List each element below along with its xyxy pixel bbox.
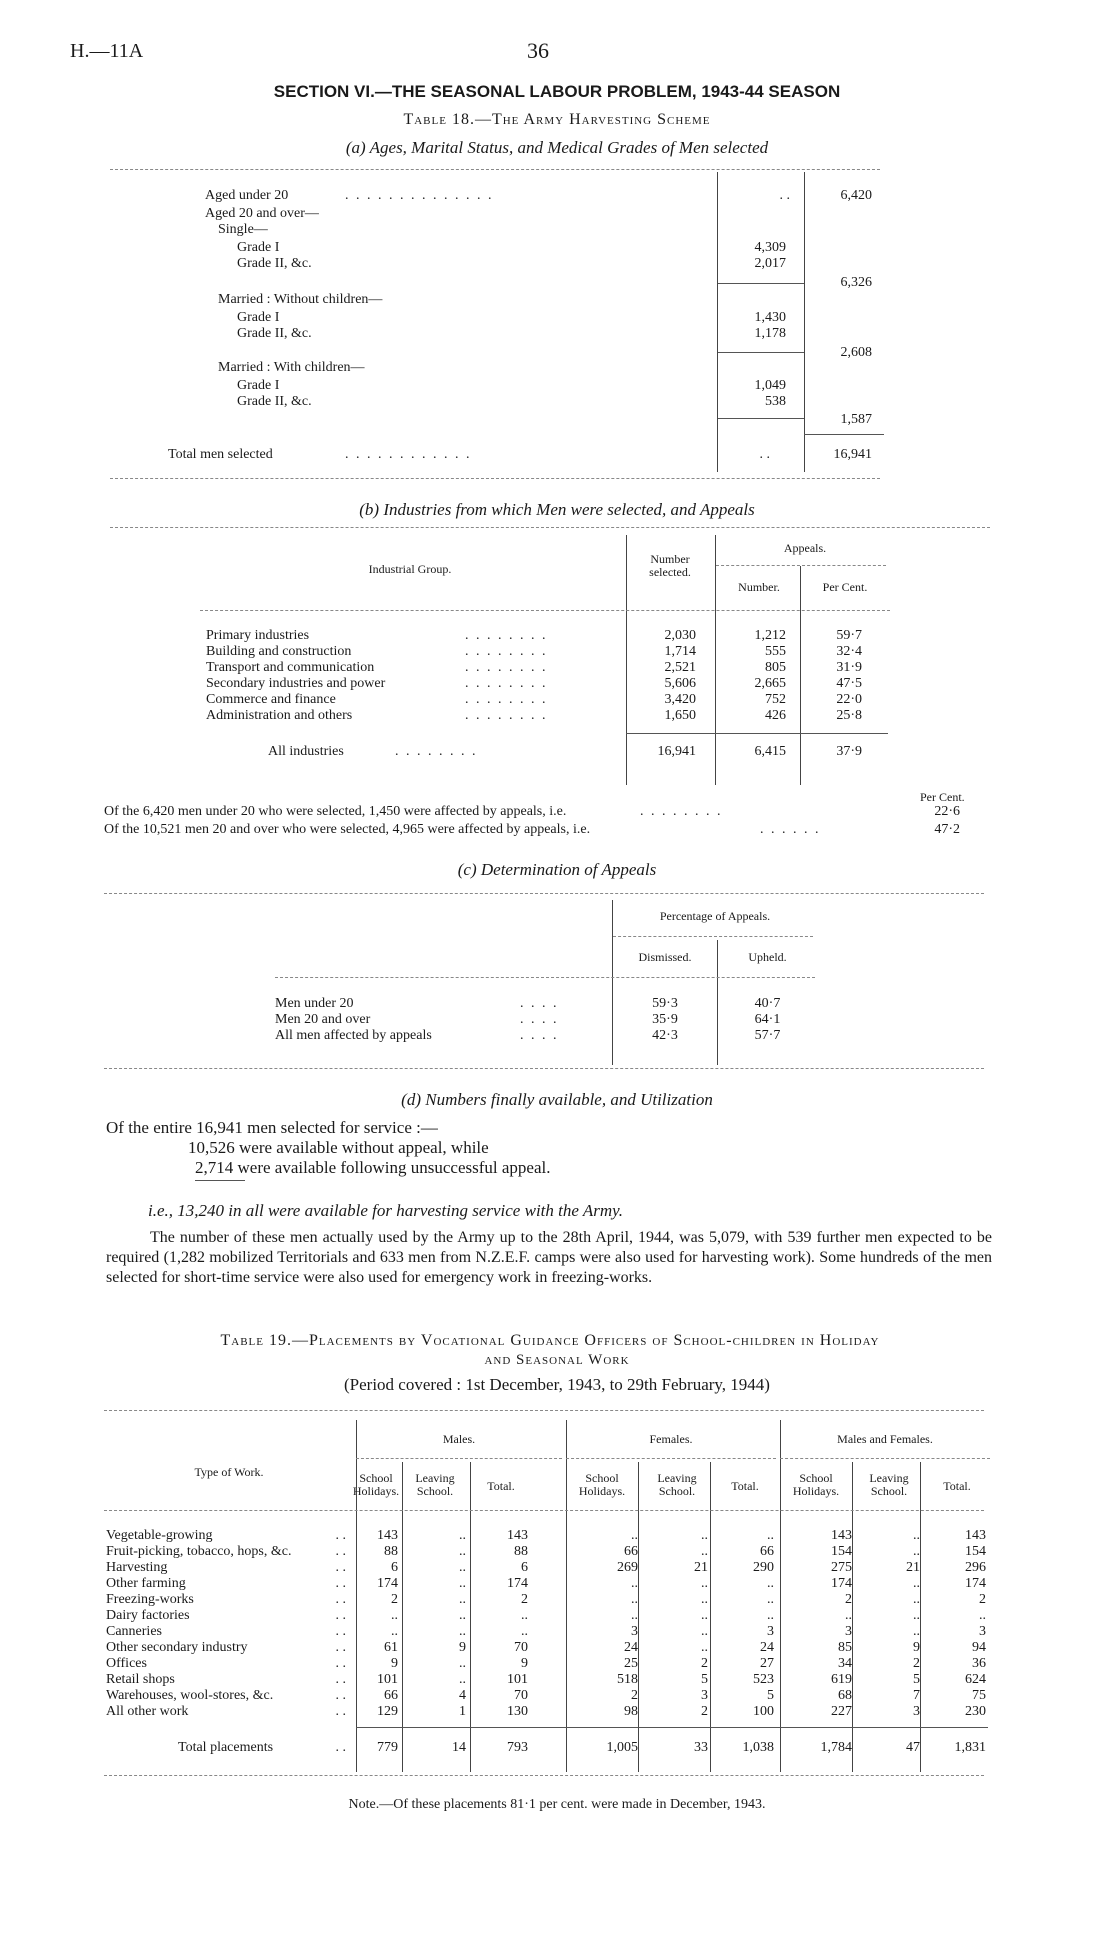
value-mwo-total: 2,608 bbox=[840, 345, 872, 360]
industry-appeals-number: 805 bbox=[765, 660, 786, 675]
col-group-0: Males. bbox=[442, 1432, 476, 1446]
placement-value: .. bbox=[701, 1576, 708, 1591]
appeals-dismissed: 42·3 bbox=[652, 1028, 678, 1043]
leader-dots: . . . . . . . . bbox=[465, 676, 548, 691]
placement-value: 518 bbox=[617, 1672, 638, 1687]
placement-value: 88 bbox=[514, 1544, 528, 1559]
col-total: Total. bbox=[731, 1479, 759, 1493]
leader-dots: . . bbox=[335, 1704, 346, 1719]
total-placement-value: 14 bbox=[452, 1740, 466, 1755]
placement-value: .. bbox=[767, 1608, 774, 1623]
placement-value: 275 bbox=[831, 1560, 852, 1575]
placement-value: 3 bbox=[701, 1688, 708, 1703]
total-men-label: Total men selected bbox=[168, 447, 273, 462]
rule bbox=[104, 1410, 984, 1411]
industry-selected: 1,650 bbox=[664, 708, 696, 723]
leader-dots: . . . . . . . . bbox=[465, 692, 548, 707]
placement-value: .. bbox=[979, 1608, 986, 1623]
rule bbox=[356, 1727, 988, 1728]
placement-value: 3 bbox=[979, 1624, 986, 1639]
industry-row-label: Transport and communication bbox=[206, 660, 375, 675]
appeals-dismissed: 59·3 bbox=[652, 996, 678, 1011]
column-rule bbox=[717, 172, 718, 472]
placement-value: 143 bbox=[507, 1528, 528, 1543]
total-selected: 16,941 bbox=[657, 744, 696, 759]
placement-value: .. bbox=[701, 1544, 708, 1559]
value-single-total: 6,326 bbox=[840, 275, 872, 290]
appeals-dismissed: 35·9 bbox=[652, 1012, 678, 1027]
col-total: Total. bbox=[943, 1479, 971, 1493]
industry-row-label: Commerce and finance bbox=[206, 692, 336, 707]
placement-value: 2 bbox=[701, 1656, 708, 1671]
total-placement-value: 1,784 bbox=[820, 1740, 852, 1755]
rule bbox=[716, 565, 886, 566]
col-appeals: Appeals. bbox=[783, 541, 827, 555]
leader-dots: . . . . . . . . bbox=[395, 744, 478, 759]
rule bbox=[613, 936, 813, 937]
aged-20-over-label: Aged 20 and over— bbox=[205, 206, 319, 221]
col-total: Total. bbox=[487, 1479, 515, 1493]
leader-dots: . . bbox=[335, 1528, 346, 1543]
single-label: Single— bbox=[218, 222, 268, 237]
available-after-appeal: 2,714 were available following unsuccessful appeal. bbox=[195, 1158, 551, 1177]
leader-dots: . . bbox=[335, 1740, 346, 1755]
placement-value: .. bbox=[701, 1624, 708, 1639]
leader-dots: . . . . . . . . bbox=[465, 644, 548, 659]
table18c-subtitle: (c) Determination of Appeals bbox=[457, 860, 657, 879]
placement-value: 68 bbox=[838, 1688, 852, 1703]
col-number: Number. bbox=[738, 580, 780, 594]
leader-dots: . . . . bbox=[520, 996, 559, 1011]
total-placement-value: 1,831 bbox=[954, 1740, 986, 1755]
value-total-men: 16,941 bbox=[833, 447, 872, 462]
leader-dots: . . . . . . . . bbox=[465, 628, 548, 643]
placement-value: .. bbox=[459, 1544, 466, 1559]
leader-dots: . . bbox=[335, 1624, 346, 1639]
rule bbox=[626, 733, 888, 734]
placement-value: 7 bbox=[913, 1688, 920, 1703]
total-placement-value: 33 bbox=[694, 1740, 708, 1755]
placement-value: .. bbox=[913, 1576, 920, 1591]
placement-value: .. bbox=[459, 1560, 466, 1575]
table19-title: Table 19.—Placements by Vocational Guidance Officers of School-children in Holiday bbox=[220, 1332, 880, 1349]
value-mwo-grade1: 1,430 bbox=[754, 310, 786, 325]
table18a-subtitle: (a) Ages, Marital Status, and Medical Grades of Men selected bbox=[345, 138, 769, 157]
industry-row-label: Building and construction bbox=[206, 644, 352, 659]
appeals-upheld: 57·7 bbox=[754, 1028, 781, 1043]
total-placement-value: 793 bbox=[507, 1740, 528, 1755]
placement-value: 5 bbox=[701, 1672, 708, 1687]
per-cent-heading: Per Cent. bbox=[920, 790, 965, 804]
column-rule bbox=[710, 1462, 711, 1772]
value-mw-total: 1,587 bbox=[840, 412, 872, 427]
placement-value: 6 bbox=[521, 1560, 528, 1575]
industry-appeals-number: 752 bbox=[765, 692, 786, 707]
placement-value: .. bbox=[459, 1576, 466, 1591]
placement-value: .. bbox=[459, 1624, 466, 1639]
industry-selected: 3,420 bbox=[664, 692, 696, 707]
placement-value: 3 bbox=[913, 1704, 920, 1719]
placement-value: 4 bbox=[459, 1688, 466, 1703]
placement-value: 174 bbox=[831, 1576, 852, 1591]
value-mwo-grade2: 1,178 bbox=[754, 326, 786, 341]
col-leaving: Leaving School. bbox=[415, 1471, 455, 1498]
placement-value: .. bbox=[767, 1576, 774, 1591]
industry-appeals-number: 2,665 bbox=[754, 676, 786, 691]
leader-dots: . . bbox=[335, 1688, 346, 1703]
column-rule bbox=[804, 172, 805, 472]
col-number-selected: Number selected. bbox=[649, 552, 691, 579]
total-placement-value: 47 bbox=[906, 1740, 920, 1755]
placement-value: 27 bbox=[760, 1656, 774, 1671]
all-industries-label: All industries bbox=[268, 744, 344, 759]
industry-appeals-percent: 32·4 bbox=[836, 644, 862, 659]
placement-value: 2 bbox=[913, 1656, 920, 1671]
rule bbox=[110, 169, 880, 170]
table18d-subtitle: (d) Numbers finally available, and Utilization bbox=[401, 1090, 713, 1109]
total-available: i.e., 13,240 in all were available for harvesting service with the Army. bbox=[148, 1201, 623, 1220]
placement-value: .. bbox=[631, 1528, 638, 1543]
col-type-of-work: Type of Work. bbox=[194, 1465, 264, 1479]
placement-value: .. bbox=[459, 1528, 466, 1543]
placement-value: 269 bbox=[617, 1560, 638, 1575]
col-school: School Holidays. bbox=[578, 1471, 626, 1498]
placement-value: .. bbox=[631, 1576, 638, 1591]
placement-value: 130 bbox=[507, 1704, 528, 1719]
table19-title-cont: and Seasonal Work bbox=[484, 1352, 630, 1368]
placement-value: 66 bbox=[624, 1544, 638, 1559]
col-industrial-group: Industrial Group. bbox=[368, 562, 452, 576]
work-type-label: Freezing-works bbox=[106, 1592, 194, 1607]
placement-value: 101 bbox=[377, 1672, 398, 1687]
industry-selected: 2,521 bbox=[664, 660, 696, 675]
value-single-grade1: 4,309 bbox=[754, 240, 786, 255]
placement-value: 85 bbox=[838, 1640, 852, 1655]
industry-row-label: Administration and others bbox=[206, 708, 353, 723]
col-leaving: Leaving School. bbox=[657, 1471, 697, 1498]
col-percentage-of-appeals: Percentage of Appeals. bbox=[659, 909, 771, 923]
placement-value: .. bbox=[701, 1640, 708, 1655]
leader-dots: . . bbox=[335, 1560, 346, 1575]
section-title: SECTION VI.—THE SEASONAL LABOUR PROBLEM, 1943-44 SEASON bbox=[273, 82, 841, 101]
total-placement-value: 1,038 bbox=[742, 1740, 774, 1755]
note-under-20: Of the 6,420 men under 20 who were selected, 1,450 were affected by appeals, i.e. bbox=[104, 804, 567, 819]
placement-value: .. bbox=[391, 1624, 398, 1639]
aged-under-20-label: Aged under 20 bbox=[205, 188, 289, 203]
placement-value: 290 bbox=[753, 1560, 774, 1575]
work-type-label: Vegetable-growing bbox=[106, 1528, 213, 1543]
appeals-upheld: 40·7 bbox=[754, 996, 781, 1011]
note-20-over-value: 47·2 bbox=[934, 822, 960, 837]
placement-value: 2 bbox=[701, 1704, 708, 1719]
placement-value: .. bbox=[631, 1608, 638, 1623]
placement-value: .. bbox=[913, 1608, 920, 1623]
table18-title: Table 18.—The Army Harvesting Scheme bbox=[403, 111, 711, 128]
rule bbox=[780, 1458, 990, 1459]
placement-value: 36 bbox=[972, 1656, 986, 1671]
leader-dots: . . bbox=[335, 1576, 346, 1591]
grade-label: Grade I bbox=[237, 310, 280, 325]
placement-value: 174 bbox=[507, 1576, 528, 1591]
placement-value: 154 bbox=[965, 1544, 986, 1559]
placement-value: .. bbox=[701, 1592, 708, 1607]
placement-value: .. bbox=[913, 1528, 920, 1543]
placement-value: .. bbox=[913, 1544, 920, 1559]
note-20-over: Of the 10,521 men 20 and over who were selected, 4,965 were affected by appeals, i.e. bbox=[104, 822, 591, 837]
industry-selected: 5,606 bbox=[664, 676, 696, 691]
leader-dots: . . bbox=[335, 1656, 346, 1671]
total-placements-label: Total placements bbox=[178, 1740, 274, 1755]
page-number: 36 bbox=[527, 38, 549, 63]
leader-dots: . . . . bbox=[520, 1028, 559, 1043]
placement-value: 9 bbox=[913, 1640, 920, 1655]
industry-appeals-percent: 22·0 bbox=[836, 692, 862, 707]
industry-appeals-percent: 31·9 bbox=[836, 660, 862, 675]
placement-value: 2 bbox=[521, 1592, 528, 1607]
work-type-label: Other secondary industry bbox=[106, 1640, 248, 1655]
placement-value: 624 bbox=[965, 1672, 986, 1687]
placement-value: 230 bbox=[965, 1704, 986, 1719]
placement-value: .. bbox=[913, 1592, 920, 1607]
value-single-grade2: 2,017 bbox=[754, 256, 786, 271]
placement-value: 70 bbox=[514, 1688, 528, 1703]
appeals-row-label: Men 20 and over bbox=[275, 1012, 371, 1027]
industry-appeals-percent: 59·7 bbox=[836, 628, 862, 643]
column-rule bbox=[612, 900, 613, 1065]
placement-value: 2 bbox=[845, 1592, 852, 1607]
placement-value: .. bbox=[521, 1608, 528, 1623]
placement-value: 3 bbox=[631, 1624, 638, 1639]
placement-value: 70 bbox=[514, 1640, 528, 1655]
work-type-label: Warehouses, wool-stores, &c. bbox=[106, 1688, 274, 1703]
col-group-1: Females. bbox=[649, 1432, 693, 1446]
placement-value: 174 bbox=[377, 1576, 398, 1591]
placement-value: .. bbox=[701, 1528, 708, 1543]
grade-label: Grade I bbox=[237, 240, 280, 255]
leader-dots: . . . . bbox=[520, 1012, 559, 1027]
leader-dots: . . . . . . . . . . . . . . bbox=[345, 188, 494, 203]
leader-dots: . . bbox=[779, 188, 790, 203]
column-rule bbox=[920, 1462, 921, 1772]
grade-label: Grade II, &c. bbox=[237, 394, 312, 409]
placement-value: 94 bbox=[972, 1640, 986, 1655]
col-leaving: Leaving School. bbox=[869, 1471, 909, 1498]
rule bbox=[104, 1510, 984, 1511]
placement-value: 9 bbox=[459, 1640, 466, 1655]
placement-value: 129 bbox=[377, 1704, 398, 1719]
placement-value: 143 bbox=[965, 1528, 986, 1543]
placement-value: 88 bbox=[384, 1544, 398, 1559]
placement-value: .. bbox=[767, 1528, 774, 1543]
rule bbox=[718, 418, 804, 419]
leader-dots: . . bbox=[335, 1592, 346, 1607]
placement-value: .. bbox=[459, 1592, 466, 1607]
grade-label: Grade I bbox=[237, 378, 280, 393]
work-type-label: Harvesting bbox=[106, 1560, 168, 1575]
industry-selected: 1,714 bbox=[664, 644, 696, 659]
placement-value: 2 bbox=[391, 1592, 398, 1607]
placement-value: 66 bbox=[384, 1688, 398, 1703]
rule bbox=[104, 893, 984, 894]
col-upheld: Upheld. bbox=[748, 950, 787, 964]
placement-value: 619 bbox=[831, 1672, 852, 1687]
rule bbox=[804, 434, 884, 435]
married-without-label: Married : Without children— bbox=[218, 292, 383, 307]
column-rule bbox=[402, 1462, 403, 1772]
placement-value: 75 bbox=[972, 1688, 986, 1703]
col-dismissed: Dismissed. bbox=[638, 950, 692, 964]
appeals-row-label: All men affected by appeals bbox=[275, 1028, 432, 1043]
industry-appeals-number: 426 bbox=[765, 708, 786, 723]
leader-dots: . . . . . . bbox=[760, 822, 821, 837]
appeals-row-label: Men under 20 bbox=[275, 996, 354, 1011]
col-group-2: Males and Females. bbox=[837, 1432, 933, 1446]
placement-value: 296 bbox=[965, 1560, 986, 1575]
rule bbox=[110, 527, 990, 528]
document-code: H.—11A bbox=[70, 40, 144, 62]
placement-value: .. bbox=[701, 1608, 708, 1623]
rule bbox=[275, 977, 815, 978]
table18b-subtitle: (b) Industries from which Men were selected, and Appeals bbox=[359, 500, 755, 519]
placement-value: 101 bbox=[507, 1672, 528, 1687]
placement-value: 174 bbox=[965, 1576, 986, 1591]
placement-value: .. bbox=[845, 1608, 852, 1623]
note-under-20-value: 22·6 bbox=[934, 804, 960, 819]
total-appeals-number: 6,415 bbox=[754, 744, 786, 759]
placement-value: 1 bbox=[459, 1704, 466, 1719]
placement-value: .. bbox=[521, 1624, 528, 1639]
utilization-paragraph: The number of these men actually used by the Army up to the 28th April, 1944, was 5,079, with 539 further men expected to be required (1,282 mobilized Territorials and 633 men from N.Z.E.F. camps were also used for harvesting work). Some hundreds of the men selected for short-time service were also used for emergency work in freezing-works. bbox=[106, 1229, 992, 1286]
placement-value: 5 bbox=[913, 1672, 920, 1687]
leader-dots: . . . . . . . . bbox=[465, 660, 548, 675]
placement-value: 61 bbox=[384, 1640, 398, 1655]
leader-dots: . . . . . . . . . . . . bbox=[345, 447, 472, 462]
utilization-intro: Of the entire 16,941 men selected for service :— bbox=[106, 1118, 438, 1137]
placement-value: 523 bbox=[753, 1672, 774, 1687]
placement-value: 21 bbox=[694, 1560, 708, 1575]
col-per-cent: Per Cent. bbox=[822, 580, 868, 594]
value-mw-grade1: 1,049 bbox=[754, 378, 786, 393]
placement-value: 9 bbox=[391, 1656, 398, 1671]
industry-selected: 2,030 bbox=[664, 628, 696, 643]
leader-dots: . . bbox=[335, 1640, 346, 1655]
column-rule bbox=[470, 1462, 471, 1772]
rule bbox=[104, 1775, 984, 1776]
total-appeals-percent: 37·9 bbox=[836, 744, 862, 759]
industry-row-label: Primary industries bbox=[206, 628, 310, 643]
placement-value: 227 bbox=[831, 1704, 852, 1719]
placement-value: 24 bbox=[760, 1640, 774, 1655]
placement-value: 2 bbox=[631, 1688, 638, 1703]
rule bbox=[356, 1458, 562, 1459]
placement-value: 24 bbox=[624, 1640, 638, 1655]
leader-dots: . . bbox=[759, 447, 770, 462]
column-rule bbox=[717, 940, 718, 1065]
leader-dots: . . . . . . . . bbox=[465, 708, 548, 723]
industry-appeals-percent: 47·5 bbox=[836, 676, 862, 691]
married-with-label: Married : With children— bbox=[218, 360, 365, 375]
industry-row-label: Secondary industries and power bbox=[206, 676, 386, 691]
placement-value: 34 bbox=[838, 1656, 852, 1671]
rule bbox=[195, 1180, 245, 1181]
work-type-label: Retail shops bbox=[106, 1672, 175, 1687]
placement-value: 66 bbox=[760, 1544, 774, 1559]
rule bbox=[110, 478, 880, 479]
placement-value: .. bbox=[391, 1608, 398, 1623]
work-type-label: Fruit-picking, tobacco, hops, &c. bbox=[106, 1544, 292, 1559]
placement-value: 3 bbox=[845, 1624, 852, 1639]
leader-dots: . . bbox=[335, 1608, 346, 1623]
work-type-label: All other work bbox=[106, 1704, 189, 1719]
leader-dots: . . bbox=[335, 1544, 346, 1559]
industry-appeals-number: 1,212 bbox=[754, 628, 786, 643]
placement-value: .. bbox=[459, 1656, 466, 1671]
placement-value: 21 bbox=[906, 1560, 920, 1575]
col-school: School Holidays. bbox=[352, 1471, 400, 1498]
table19-period: (Period covered : 1st December, 1943, to 29th February, 1944) bbox=[344, 1375, 770, 1394]
placement-value: .. bbox=[631, 1592, 638, 1607]
work-type-label: Dairy factories bbox=[106, 1608, 190, 1623]
placement-value: 98 bbox=[624, 1704, 638, 1719]
placement-value: .. bbox=[459, 1672, 466, 1687]
col-school: School Holidays. bbox=[792, 1471, 840, 1498]
rule bbox=[718, 283, 804, 284]
placement-value: .. bbox=[913, 1624, 920, 1639]
grade-label: Grade II, &c. bbox=[237, 256, 312, 271]
column-rule bbox=[638, 1462, 639, 1772]
rule bbox=[718, 352, 804, 353]
placement-value: 5 bbox=[767, 1688, 774, 1703]
placement-value: 6 bbox=[391, 1560, 398, 1575]
appeals-upheld: 64·1 bbox=[754, 1012, 781, 1027]
total-placement-value: 1,005 bbox=[606, 1740, 638, 1755]
placement-value: 143 bbox=[377, 1528, 398, 1543]
leader-dots: . . . . . . . . bbox=[640, 804, 723, 819]
total-placement-value: 779 bbox=[377, 1740, 398, 1755]
placement-value: 100 bbox=[753, 1704, 774, 1719]
placement-value: 2 bbox=[979, 1592, 986, 1607]
placement-value: 3 bbox=[767, 1624, 774, 1639]
column-rule bbox=[852, 1462, 853, 1772]
table19-note: Note.—Of these placements 81·1 per cent. were made in December, 1943. bbox=[348, 1797, 766, 1812]
rule bbox=[566, 1458, 776, 1459]
leader-dots: . . bbox=[335, 1672, 346, 1687]
available-without-appeal: 10,526 were available without appeal, while bbox=[188, 1138, 489, 1157]
grade-label: Grade II, &c. bbox=[237, 326, 312, 341]
work-type-label: Offices bbox=[106, 1656, 147, 1671]
placement-value: .. bbox=[767, 1592, 774, 1607]
placement-value: 154 bbox=[831, 1544, 852, 1559]
placement-value: 9 bbox=[521, 1656, 528, 1671]
value-mw-grade2: 538 bbox=[765, 394, 786, 409]
value-under-20: 6,420 bbox=[840, 188, 872, 203]
rule bbox=[104, 1068, 984, 1069]
work-type-label: Other farming bbox=[106, 1576, 186, 1591]
work-type-label: Canneries bbox=[106, 1624, 162, 1639]
placement-value: 143 bbox=[831, 1528, 852, 1543]
placement-value: .. bbox=[459, 1608, 466, 1623]
rule bbox=[200, 610, 890, 611]
industry-appeals-percent: 25·8 bbox=[836, 708, 862, 723]
placement-value: 25 bbox=[624, 1656, 638, 1671]
industry-appeals-number: 555 bbox=[765, 644, 786, 659]
